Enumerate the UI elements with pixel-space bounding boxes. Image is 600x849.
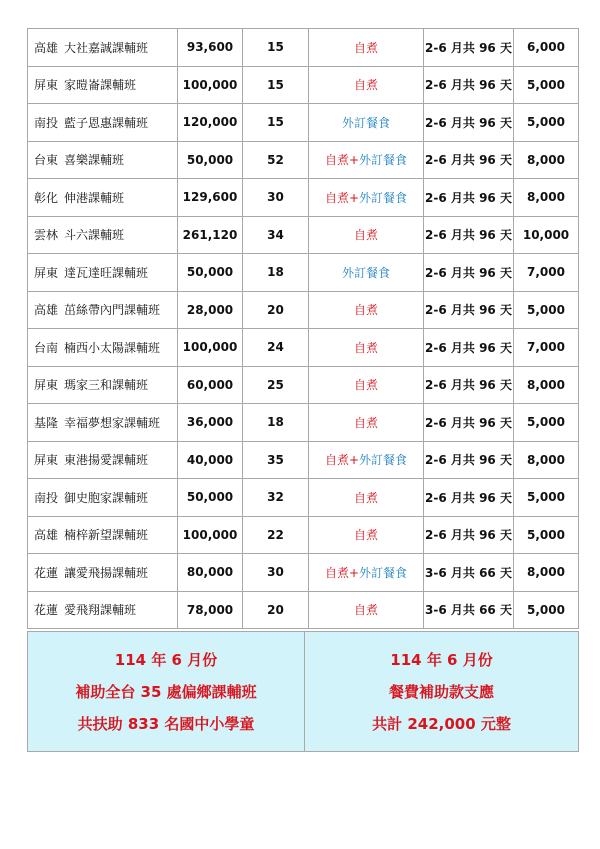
count-cell [243,404,309,442]
subsidy-cell [514,516,579,554]
subsidy-cell [514,254,579,292]
amount-cell [178,479,243,517]
subsidy-value: 8,000 [527,565,565,580]
count-value: 30 [267,565,284,580]
meal-type-part: 自煮 [353,415,378,430]
region-label: 屏東 [34,78,59,93]
amount-cell [178,554,243,592]
subsidy-cell [514,554,579,592]
region-label: 屏東 [34,378,59,393]
meal-type-part: 外訂餐食 [359,153,408,168]
summary-left-students: 共扶助 833 名國中小學童 [77,714,255,733]
duration-value: 2-6 月共 96 天 [425,115,512,130]
count-value: 22 [267,527,284,542]
duration-value: 2-6 月共 96 天 [425,190,512,205]
duration-value: 2-6 月共 96 天 [425,340,512,355]
amount-cell [178,66,243,104]
subsidy-cell [514,441,579,479]
region-label: 花蓮 [34,603,59,618]
subsidy-cell [514,179,579,217]
duration-value: 2-6 月共 96 天 [425,78,512,93]
duration-cell [424,479,514,517]
meal-type-cell [309,66,424,104]
duration-cell [424,404,514,442]
meal-type-part: + [348,153,360,168]
table-row [28,254,579,292]
count-cell [243,554,309,592]
meal-type-cell [309,329,424,367]
amount-value: 100,000 [182,340,238,355]
region-label: 南投 [34,115,59,130]
amount-value: 100,000 [182,527,238,542]
class-name: 斗六課輔班 [64,228,125,243]
amount-value: 50,000 [186,265,234,280]
table-row [28,216,579,254]
region-label: 雲林 [34,228,59,243]
amount-value: 60,000 [186,377,234,392]
amount-cell [178,591,243,629]
class-name-cell [28,479,178,517]
duration-cell [424,591,514,629]
class-name-cell [28,179,178,217]
subsidy-cell [514,141,579,179]
duration-value: 2-6 月共 96 天 [425,40,512,55]
meal-type-part: 自煮 [353,490,378,505]
duration-cell [424,441,514,479]
subsidy-cell [514,216,579,254]
count-value: 18 [267,415,284,430]
class-name-cell [28,291,178,329]
count-value: 25 [267,377,284,392]
amount-cell [178,104,243,142]
subsidy-cell [514,404,579,442]
count-value: 32 [267,490,284,505]
count-cell [243,104,309,142]
amount-value: 80,000 [186,565,234,580]
meal-type-part: + [348,190,360,205]
region-label: 南投 [34,490,59,505]
meal-type-cell [309,366,424,404]
table-row [28,141,579,179]
subsidy-value: 5,000 [527,415,565,430]
meal-type-cell [309,104,424,142]
class-name: 喜樂課輔班 [64,153,125,168]
amount-value: 78,000 [186,602,234,617]
table-row [28,329,579,367]
amount-value: 93,600 [186,40,234,55]
class-name-cell [28,591,178,629]
class-name-cell [28,216,178,254]
region-label: 高雄 [34,303,59,318]
table-body [28,29,579,629]
summary-left-month: 114 年 6 月份 [114,650,218,669]
class-name-cell [28,66,178,104]
duration-cell [424,216,514,254]
count-cell [243,29,309,67]
class-name-cell [28,366,178,404]
meal-type-cell [309,591,424,629]
summary-right-funding: 餐費補助款支應 [388,682,494,701]
amount-cell [178,141,243,179]
subsidy-value: 7,000 [527,265,565,280]
region-label: 台東 [34,153,59,168]
meal-type-part: 外訂餐食 [359,565,408,580]
class-name-cell [28,104,178,142]
meal-type-part: 自煮 [324,153,349,168]
subsidy-value: 5,000 [527,302,565,317]
count-value: 30 [267,190,284,205]
meal-type-part: 外訂餐食 [341,265,390,280]
count-value: 52 [267,152,284,167]
meal-type-part: 自煮 [353,78,378,93]
subsidy-value: 8,000 [527,152,565,167]
duration-value: 2-6 月共 96 天 [425,415,512,430]
meal-type-cell [309,179,424,217]
table-row [28,479,579,517]
subsidy-value: 5,000 [527,602,565,617]
duration-value: 2-6 月共 96 天 [425,528,512,543]
meal-type-part: 自煮 [353,303,378,318]
meal-type-part: 外訂餐食 [359,453,408,468]
table-row [28,441,579,479]
subsidy-value: 10,000 [522,227,570,242]
meal-type-part: + [348,453,360,468]
amount-cell [178,291,243,329]
summary-left [28,632,305,752]
count-cell [243,329,309,367]
class-name-cell [28,554,178,592]
table-row [28,366,579,404]
amount-cell [178,254,243,292]
summary-right-total: 共計 242,000 元整 [372,714,511,733]
duration-value: 2-6 月共 96 天 [425,303,512,318]
duration-value: 2-6 月共 96 天 [425,490,512,505]
summary-left-classes: 補助全台 35 處偏鄉課輔班 [75,682,257,701]
region-label: 高雄 [34,528,59,543]
count-cell [243,179,309,217]
subsidy-cell [514,479,579,517]
meal-type-part: 自煮 [353,603,378,618]
subsidy-cell [514,291,579,329]
count-value: 24 [267,340,284,355]
meal-type-cell [309,441,424,479]
amount-value: 28,000 [186,302,234,317]
duration-cell [424,254,514,292]
class-name-cell [28,329,178,367]
summary-right [305,632,579,752]
meal-type-part: + [348,565,360,580]
region-label: 屏東 [34,265,59,280]
count-value: 15 [267,77,284,92]
region-label: 台南 [34,340,59,355]
count-cell [243,216,309,254]
subsidy-value: 5,000 [527,115,565,130]
class-name: 藍子恩惠課輔班 [64,115,149,130]
meal-type-part: 自煮 [353,228,378,243]
meal-type-cell [309,141,424,179]
count-value: 20 [267,302,284,317]
table-row [28,291,579,329]
table-row [28,66,579,104]
subsidy-value: 6,000 [527,40,565,55]
amount-cell [178,366,243,404]
count-value: 15 [267,40,284,55]
region-label: 基隆 [34,415,59,430]
amount-value: 100,000 [182,77,238,92]
meal-type-part: 自煮 [324,190,349,205]
class-name-cell [28,404,178,442]
amount-value: 261,120 [182,227,238,242]
count-cell [243,366,309,404]
class-name: 達瓦達旺課輔班 [64,265,149,280]
class-name-cell [28,29,178,67]
class-name: 茁絲帶內門課輔班 [64,303,161,318]
duration-cell [424,329,514,367]
table-row [28,104,579,142]
subsidy-table [27,28,579,629]
meal-type-cell [309,516,424,554]
region-label: 屏東 [34,453,59,468]
region-label: 高雄 [34,40,59,55]
subsidy-cell [514,591,579,629]
subsidy-value: 5,000 [527,490,565,505]
count-value: 20 [267,602,284,617]
amount-value: 40,000 [186,452,234,467]
count-cell [243,516,309,554]
class-name: 楠梓新望課輔班 [64,528,149,543]
region-label: 花蓮 [34,565,59,580]
table-row [28,554,579,592]
amount-cell [178,179,243,217]
subsidy-value: 7,000 [527,340,565,355]
meal-type-cell [309,29,424,67]
duration-value: 2-6 月共 96 天 [425,265,512,280]
table-row [28,179,579,217]
class-name: 讓愛飛揚課輔班 [64,565,149,580]
class-name-cell [28,254,178,292]
region-label: 彰化 [34,190,59,205]
subsidy-cell [514,66,579,104]
duration-cell [424,141,514,179]
count-cell [243,254,309,292]
duration-value: 3-6 月共 66 天 [425,565,512,580]
count-value: 35 [267,452,284,467]
class-name-cell [28,441,178,479]
summary-row [28,632,579,752]
duration-value: 2-6 月共 96 天 [425,228,512,243]
amount-value: 120,000 [182,115,238,130]
subsidy-cell [514,329,579,367]
count-cell [243,591,309,629]
duration-cell [424,179,514,217]
duration-cell [424,29,514,67]
amount-cell [178,29,243,67]
duration-cell [424,104,514,142]
subsidy-value: 5,000 [527,77,565,92]
duration-value: 2-6 月共 96 天 [425,453,512,468]
amount-value: 50,000 [186,152,234,167]
table-row [28,516,579,554]
class-name: 楠西小太陽課輔班 [64,340,161,355]
meal-type-cell [309,554,424,592]
meal-type-part: 外訂餐食 [341,115,390,130]
meal-type-cell [309,291,424,329]
table-row [28,29,579,67]
count-cell [243,479,309,517]
count-value: 34 [267,227,284,242]
count-value: 15 [267,115,284,130]
class-name: 瑪家三和課輔班 [64,378,149,393]
meal-type-part: 自煮 [353,528,378,543]
class-name: 愛飛翔課輔班 [64,603,137,618]
class-name: 東港揚愛課輔班 [64,453,149,468]
meal-type-part: 自煮 [353,40,378,55]
subsidy-value: 8,000 [527,452,565,467]
duration-cell [424,366,514,404]
meal-type-cell [309,479,424,517]
subsidy-cell [514,366,579,404]
class-name: 幸福夢想家課輔班 [64,415,161,430]
table-row [28,404,579,442]
class-name: 大社嘉誠課輔班 [64,40,149,55]
duration-value: 2-6 月共 96 天 [425,378,512,393]
amount-cell [178,216,243,254]
duration-value: 3-6 月共 66 天 [425,603,512,618]
count-value: 18 [267,265,284,280]
duration-cell [424,66,514,104]
meal-type-part: 自煮 [324,453,349,468]
meal-type-cell [309,216,424,254]
duration-value: 2-6 月共 96 天 [425,153,512,168]
amount-value: 50,000 [186,490,234,505]
meal-type-cell [309,404,424,442]
duration-cell [424,554,514,592]
class-name: 伸港課輔班 [64,190,125,205]
amount-cell [178,329,243,367]
count-cell [243,441,309,479]
meal-type-cell [309,254,424,292]
class-name-cell [28,141,178,179]
meal-type-part: 自煮 [324,565,349,580]
meal-type-part: 外訂餐食 [359,190,408,205]
amount-cell [178,404,243,442]
class-name-cell [28,516,178,554]
subsidy-value: 8,000 [527,190,565,205]
count-cell [243,66,309,104]
count-cell [243,141,309,179]
amount-cell [178,441,243,479]
amount-cell [178,516,243,554]
class-name: 御史胞家課輔班 [64,490,149,505]
count-cell [243,291,309,329]
meal-type-part: 自煮 [353,378,378,393]
summary-right-month: 114 年 6 月份 [390,650,493,669]
table-row [28,591,579,629]
duration-cell [424,516,514,554]
class-name: 家暟崙課輔班 [64,78,137,93]
amount-value: 36,000 [186,415,234,430]
duration-cell [424,291,514,329]
subsidy-value: 5,000 [527,527,565,542]
subsidy-cell [514,29,579,67]
summary-table [27,631,579,752]
meal-type-part: 自煮 [353,340,378,355]
subsidy-cell [514,104,579,142]
subsidy-value: 8,000 [527,377,565,392]
amount-value: 129,600 [182,190,238,205]
